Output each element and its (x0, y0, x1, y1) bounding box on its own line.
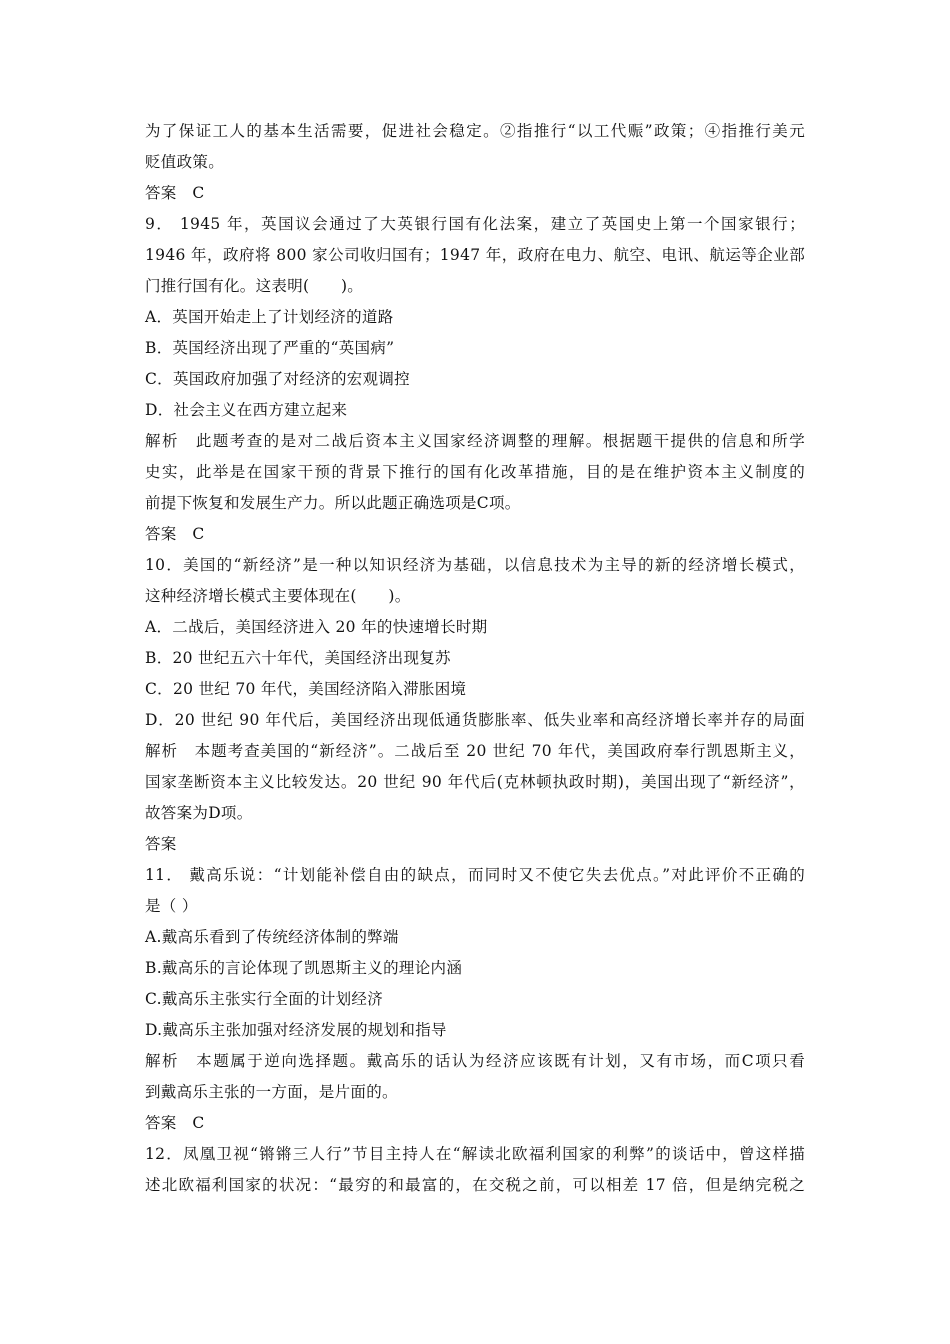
analysis-line: 解析 此题考查的是对二战后资本主义国家经济调整的理解。根据题干提供的信息和所学 (145, 432, 805, 450)
analysis-text: 解析 本题属于逆向选择题。戴高乐的话认为经济应该既有计划，又有市场，而C项只看 (145, 1052, 805, 1070)
option-d: D．20 世纪 90 年代后，美国经济出现低通货膨胀率、低失业率和高经济增长率并存的局面 (145, 711, 805, 729)
text-line: 前提下恢复和发展生产力。所以此题正确选项是C项。 (145, 494, 521, 512)
option-c: C.戴高乐主张实行全面的计划经济 (145, 990, 384, 1008)
question-9-stem: 9． 1945 年，英国议会通过了大英银行国有化法案，建立了英国史上第一个国家银行； (145, 215, 805, 233)
option-d: D．社会主义在西方建立起来 (145, 401, 348, 419)
answer-line: 答案 C (145, 184, 205, 202)
question-11-stem: 11． 戴高乐说：“计划能补偿自由的缺点，而同时又不使它失去优点。”对此评价不正确的 (145, 866, 805, 884)
analysis-line (145, 1046, 805, 1077)
option-c: C．英国政府加强了对经济的宏观调控 (145, 370, 410, 388)
text-line: 为了保证工人的基本生活需要，促进社会稳定。②指推行“以工代赈”政策；④指推行美元 (145, 122, 805, 140)
option-b: B．英国经济出现了严重的“英国病” (145, 339, 395, 357)
analysis-line: 解析 本题考查美国的“新经济”。二战后至 20 世纪 70 年代，美国政府奉行凯恩斯主义， (145, 742, 805, 760)
question-12-stem: 12．凤凰卫视“锵锵三人行”节目主持人在“解读北欧福利国家的利弊”的谈话中，曾这样描 (145, 1145, 805, 1163)
answer-line: 答案 (145, 835, 177, 853)
text-line: 国家垄断资本主义比较发达。20 世纪 90 年代后(克林顿执政时期)，美国出现了“新经济”， (145, 773, 805, 791)
option-d: D.戴高乐主张加强对经济发展的规划和指导 (145, 1021, 447, 1039)
text-line: 故答案为D项。 (145, 804, 253, 822)
option-c: C．20 世纪 70 年代，美国经济陷入滞胀困境 (145, 680, 467, 698)
text-line: 述北欧福利国家的状况：“最穷的和最富的，在交税之前，可以相差 17 倍，但是纳完税之 (145, 1176, 805, 1194)
answer-line: 答案 C (145, 1114, 205, 1132)
question-10-stem: 10．美国的“新经济”是一种以知识经济为基础，以信息技术为主导的新的经济增长模式， (145, 556, 805, 574)
option-a: A．英国开始走上了计划经济的道路 (145, 308, 394, 326)
text-line: 这种经济增长模式主要体现在( )。 (145, 587, 411, 605)
text-line: 史实，此举是在国家干预的背景下推行的国有化改革措施，目的是在维护资本主义制度的 (145, 463, 805, 481)
option-a: A．二战后，美国经济进入 20 年的快速增长时期 (145, 618, 488, 636)
option-b: B.戴高乐的言论体现了凯恩斯主义的理论内涵 (145, 959, 463, 977)
text-line: 是（ ） (145, 897, 198, 915)
document-page (145, 116, 805, 1201)
answer-line: 答案 C (145, 525, 205, 543)
text-line: 贬值政策。 (145, 153, 225, 171)
text-line: 1946 年，政府将 800 家公司收归国有；1947 年，政府在电力、航空、电讯、航运等企业部 (145, 246, 805, 264)
option-b: B．20 世纪五六十年代，美国经济出现复苏 (145, 649, 451, 667)
option-a: A.戴高乐看到了传统经济体制的弊端 (145, 928, 399, 946)
text-line: 门推行国有化。这表明( )。 (145, 277, 364, 295)
text-line: 到戴高乐主张的一方面，是片面的。 (145, 1083, 398, 1101)
